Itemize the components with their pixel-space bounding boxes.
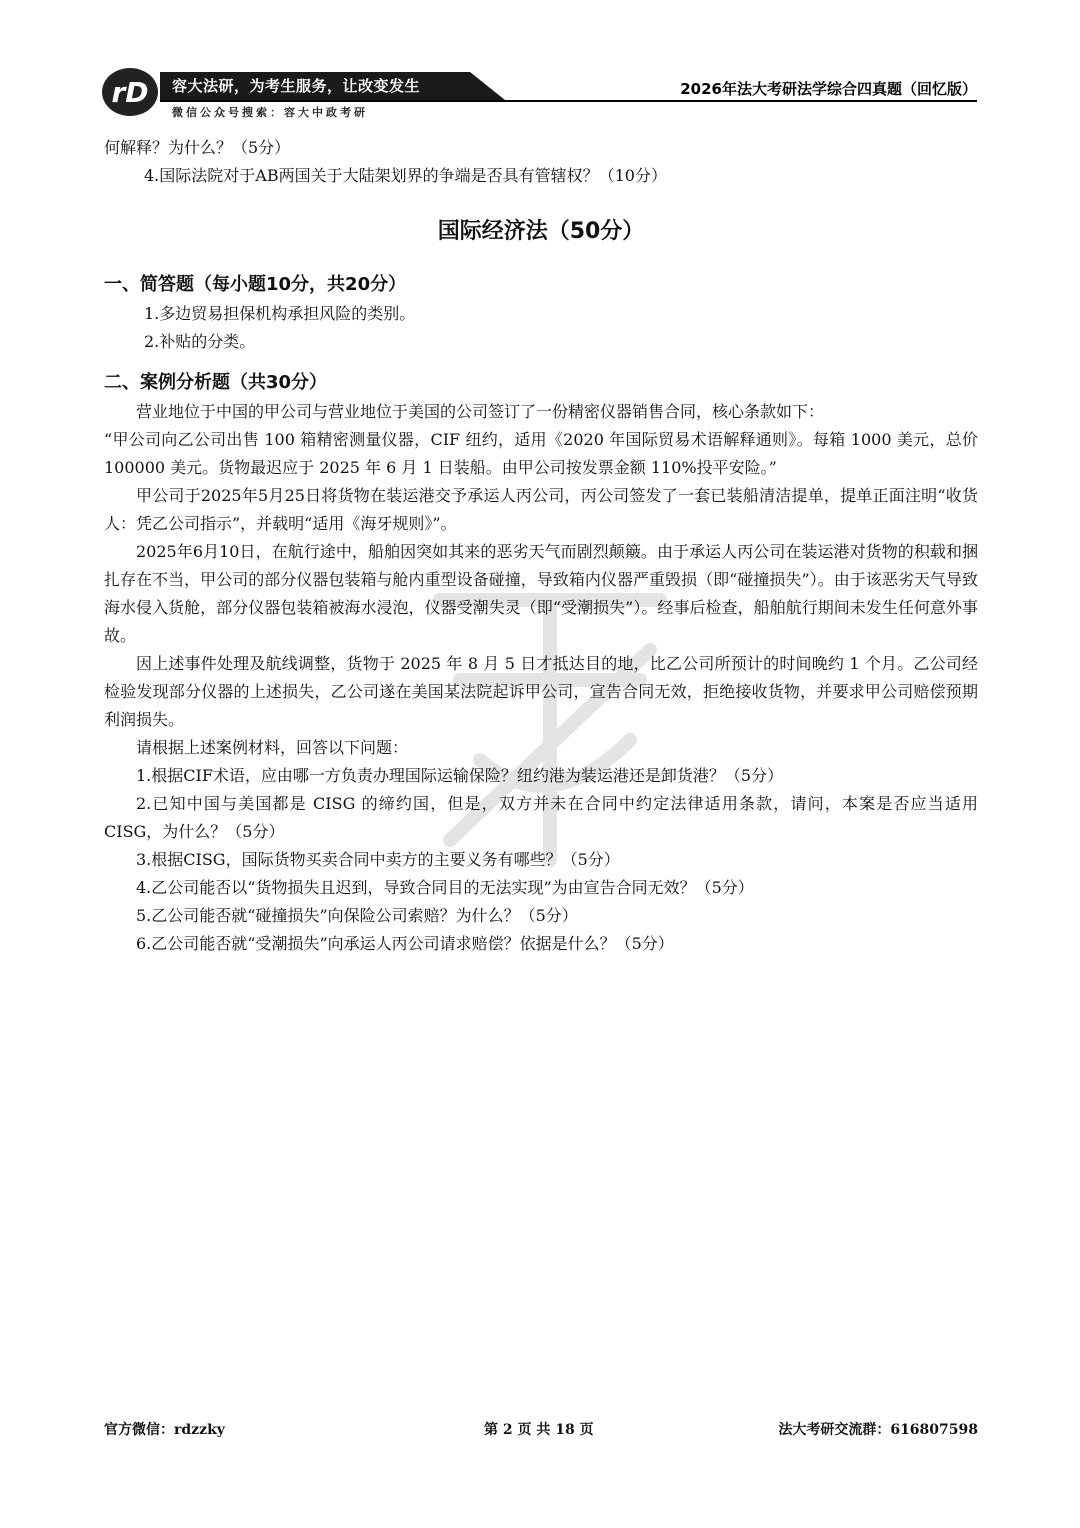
part1-item: 1.多边贸易担保机构承担风险的类别。 bbox=[144, 304, 416, 323]
part1-title: 一、简答题（每小题10分，共20分） bbox=[104, 274, 407, 295]
footer-group: 法大考研交流群：616807598 bbox=[778, 1422, 978, 1438]
case-question: 1.根据CIF术语，应由哪一方负责办理国际运输保险？纽约港为装运港还是卸货港？（5分） bbox=[136, 766, 784, 785]
case-paragraph: 2025年6月10日，在航行途中，船舶因突如其来的恶劣天气而剧烈颠簸。由于承运人丙公司在装运港对货物的积载和捆扎存在不当，甲公司的部分仪器包装箱与舱内重型设备碰撞，导致箱内仪器严重毁损（即“碰撞损失”）。由于该恶劣天气导致海水侵入货舱，部分仪器包装箱被海水浸泡，仪器受潮失灵（即“受潮损失”）。经事后检查，船舶航行期间未发生任何意外事故。 bbox=[104, 542, 978, 645]
header-rule bbox=[160, 100, 977, 102]
case-question: 2.已知中国与美国都是 CISG 的缔约国，但是，双方并未在合同中约定法律适用条款，请问，本案是否应当适用CISG，为什么？（5分） bbox=[104, 794, 978, 841]
case-question: 3.根据CISG，国际货物买卖合同中卖方的主要义务有哪些？（5分） bbox=[136, 850, 620, 869]
case-question: 4.乙公司能否以“货物损失且迟到，导致合同目的无法实现”为由宣告合同无效？（5分） bbox=[136, 878, 754, 897]
document-title: 2026年法大考研法学综合四真题（回忆版） bbox=[680, 80, 977, 98]
intro-question: 4.国际法院对于AB两国关于大陆架划界的争端是否具有管辖权？（10分） bbox=[144, 166, 667, 185]
page-content bbox=[104, 134, 978, 958]
case-question: 5.乙公司能否就“碰撞损失”向保险公司索赔？为什么？（5分） bbox=[136, 906, 578, 925]
case-question: 6.乙公司能否就“受潮损失”向承运人丙公司请求赔偿？依据是什么？（5分） bbox=[136, 934, 674, 953]
case-paragraph: “甲公司向乙公司出售 100 箱精密测量仪器，CIF 纽约，适用《2020 年国际贸易术语解释通则》。每箱 1000 美元，总价 100000 美元。货物最迟应于 2025 年 6 月 1 日装船。由甲公司按发票金额 110%投平安险。” bbox=[104, 430, 978, 477]
part2-title: 二、案例分析题（共30分） bbox=[104, 372, 328, 393]
case-prompt: 请根据上述案例材料，回答以下问题： bbox=[136, 738, 409, 757]
page-footer bbox=[104, 1419, 978, 1439]
rongda-logo-icon bbox=[100, 66, 160, 118]
part1-item: 2.补贴的分类。 bbox=[144, 332, 256, 351]
banner-wechat-search: 微信公众号搜索：容大中政考研 bbox=[172, 106, 368, 119]
intro-line: 何解释？为什么？（5分） bbox=[104, 138, 291, 157]
page-header bbox=[0, 0, 1080, 130]
banner-slogan: 容大法研，为考生服务，让改变发生 bbox=[172, 77, 421, 95]
footer-page-number: 第 2 页 共 18 页 bbox=[484, 1422, 594, 1438]
section-title: 国际经济法（50分） bbox=[437, 219, 645, 244]
case-paragraph: 甲公司于2025年5月25日将货物在装运港交予承运人丙公司，丙公司签发了一套已装船清洁提单，提单正面注明“收货人：凭乙公司指示”，并载明“适用《海牙规则》”。 bbox=[104, 486, 978, 533]
case-paragraph: 营业地位于中国的甲公司与营业地位于美国的公司签订了一份精密仪器销售合同，核心条款如下： bbox=[136, 402, 825, 421]
footer-wechat: 官方微信：rdzzky bbox=[104, 1422, 225, 1438]
svg-text:rD: rD bbox=[111, 76, 149, 109]
case-paragraph: 因上述事件处理及航线调整，货物于 2025 年 8 月 5 日才抵达目的地，比乙公司所预计的时间晚约 1 个月。乙公司经检验发现部分仪器的上述损失，乙公司遂在美国某法院起诉甲公司，宣告合同无效，拒绝接收货物，并要求甲公司赔偿预期利润损失。 bbox=[104, 654, 978, 729]
